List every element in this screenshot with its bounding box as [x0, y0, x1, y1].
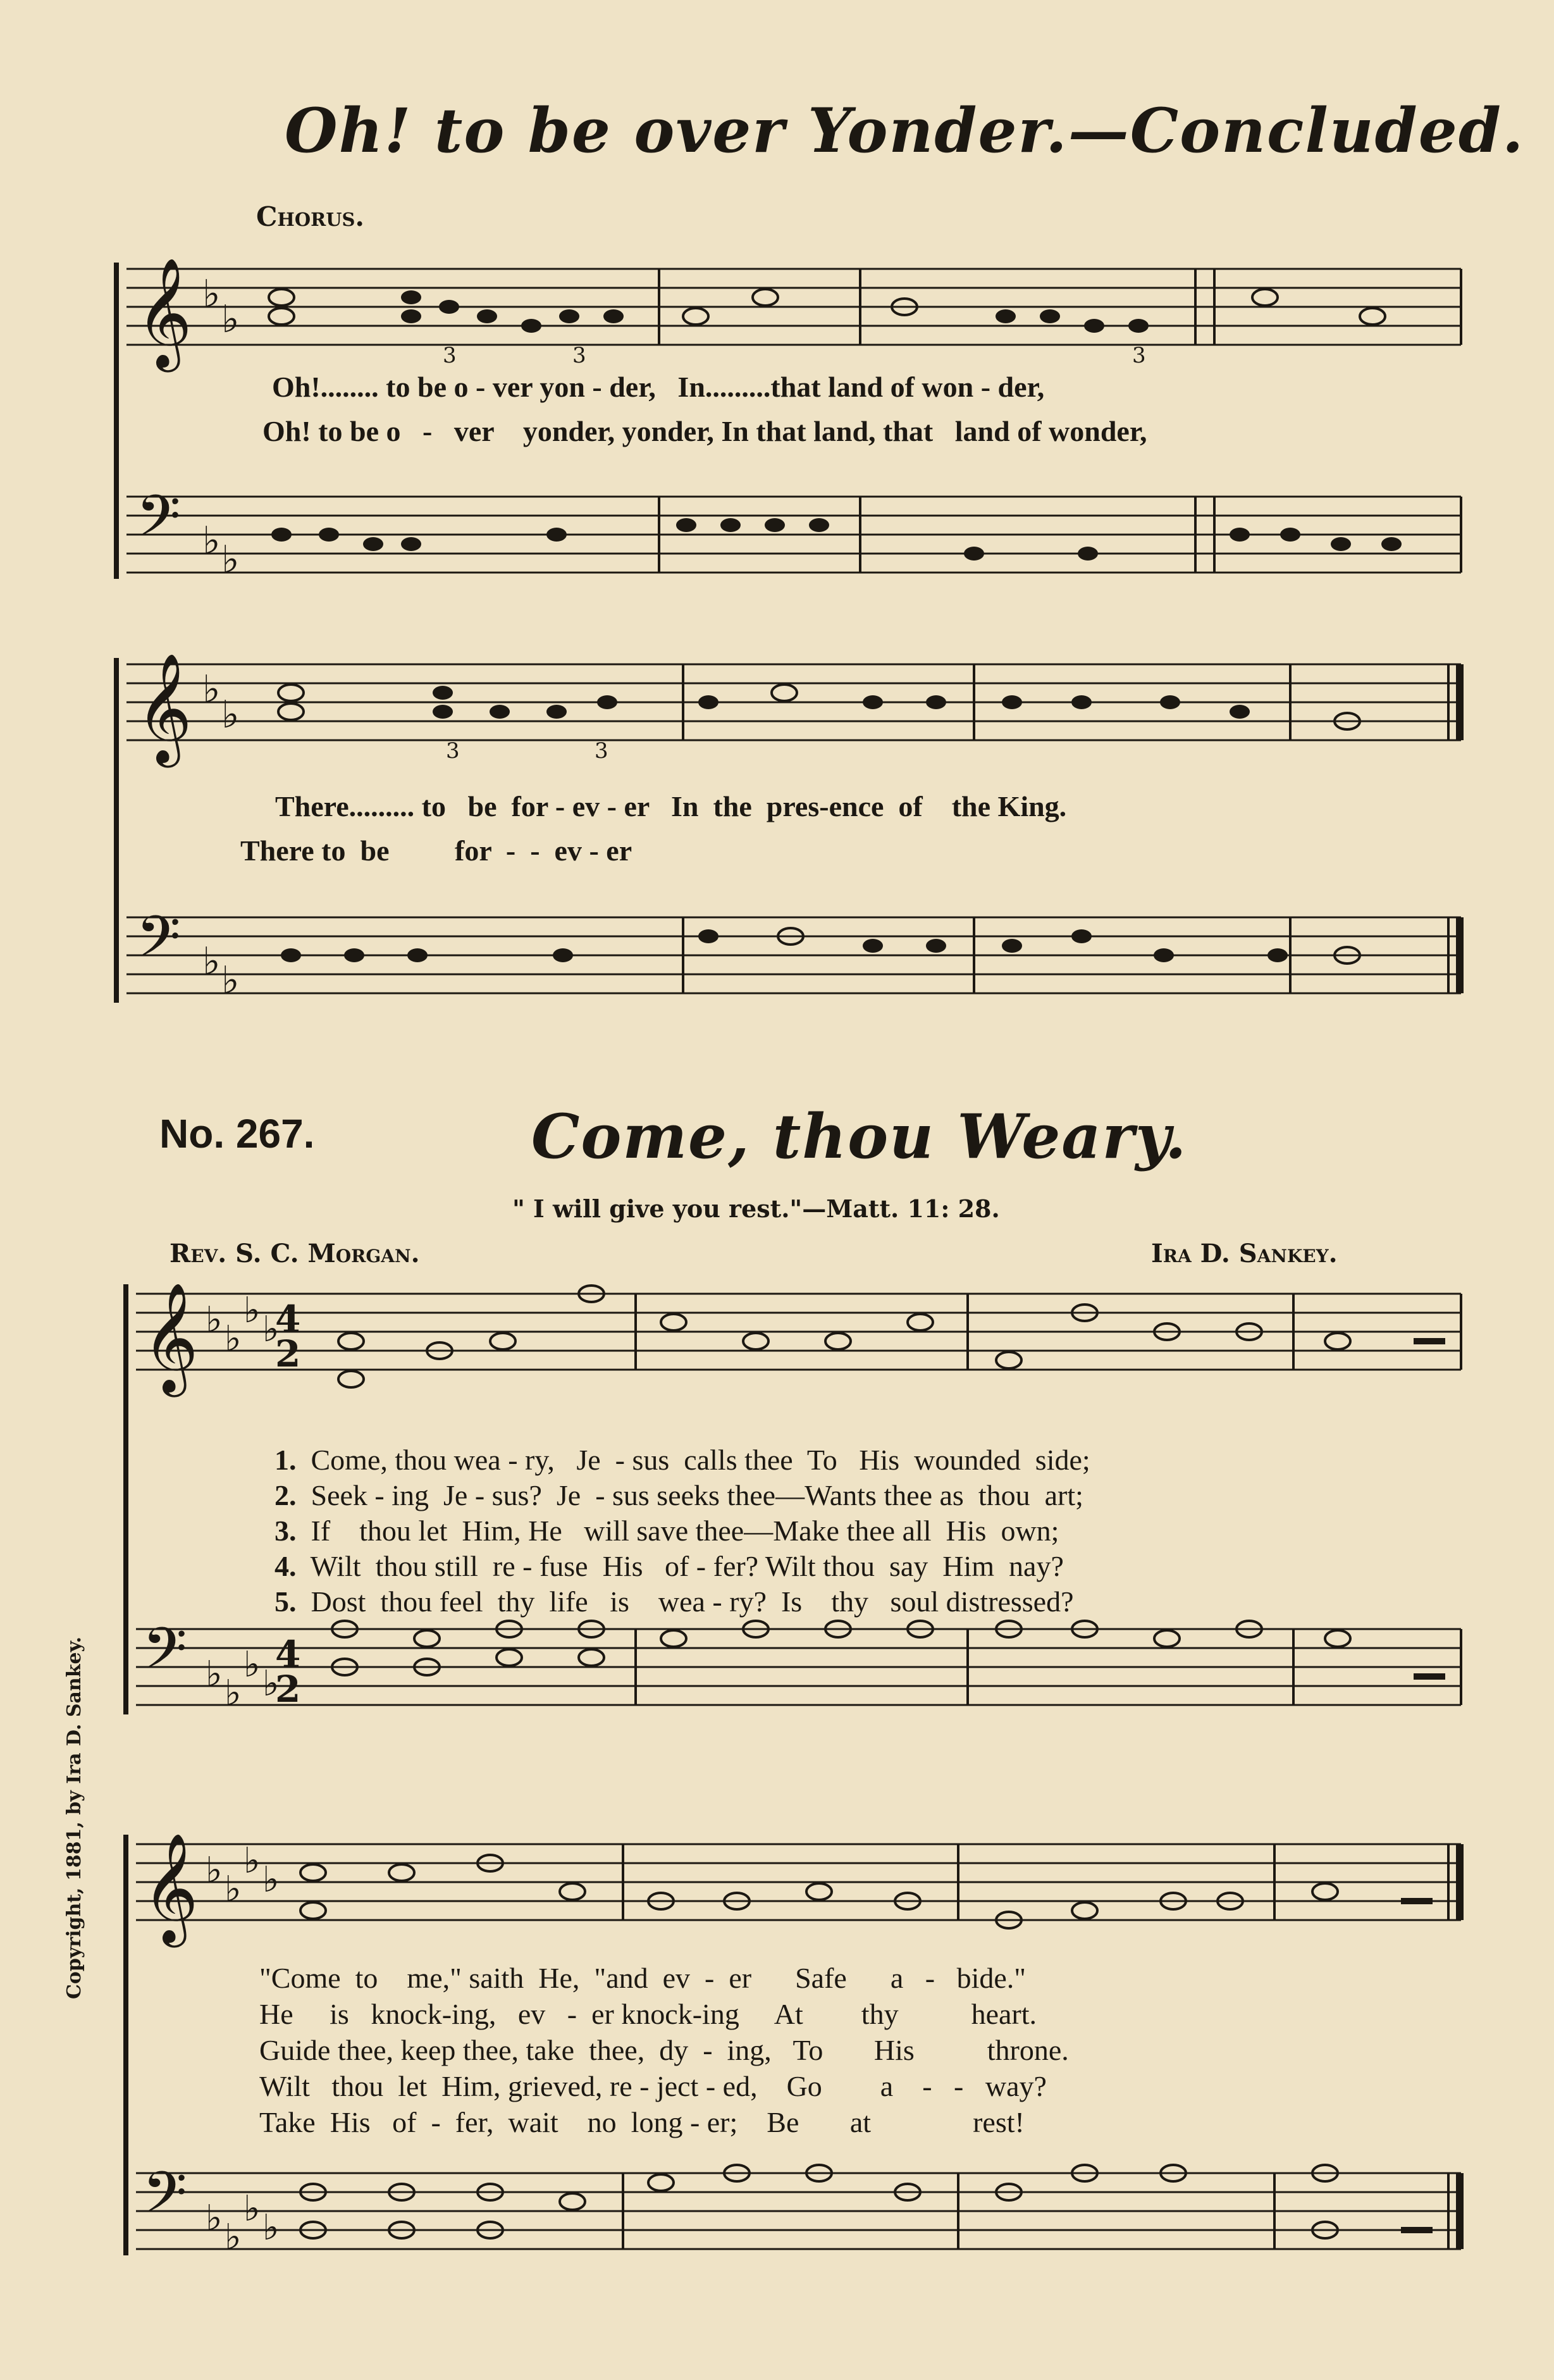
lyricist: Rev. S. C. Morgan.	[170, 1239, 420, 1268]
upper-hymn-title: Oh! to be over Yonder.—Concluded.	[285, 95, 1525, 166]
svg-text:♭: ♭	[202, 939, 221, 984]
verses-part-2	[259, 1961, 1069, 2141]
svg-text:♭: ♭	[225, 1869, 242, 1910]
svg-text:2: 2	[275, 1668, 301, 1711]
svg-text:3: 3	[572, 343, 586, 368]
lower-hymn-title: Come, thou Weary.	[531, 1101, 1188, 1172]
system-2-alto-lyrics: There......... to be for - ev - er In the pres-ence of the King.	[275, 790, 1067, 822]
system-2-brace	[114, 658, 119, 1003]
svg-text:4: 4	[275, 1633, 301, 1676]
copyright-notice: Copyright, 1881, by Ira D. Sankey.	[63, 1636, 85, 1999]
refrain-line-3: Guide thee, keep thee, take thee, dy - ing, To His throne.	[259, 2034, 1069, 2066]
svg-text:♭: ♭	[244, 1290, 261, 1331]
chorus-label: Chorus.	[256, 201, 365, 232]
verse-line-2: 2. Seek - ing Je - sus? Je - sus seeks thee—Wants thee as thou art;	[274, 1479, 1083, 1511]
svg-text:♭: ♭	[221, 693, 240, 737]
svg-text:♭: ♭	[221, 958, 240, 1003]
hymn-number: No. 267.	[159, 1111, 315, 1156]
svg-text:♭: ♭	[202, 519, 221, 563]
svg-text:♭: ♭	[244, 1840, 261, 1881]
verses-part-1	[245, 1410, 1090, 1618]
system-3-brace	[123, 1284, 128, 1714]
svg-text:3: 3	[443, 343, 457, 368]
svg-text:3: 3	[595, 738, 608, 764]
bass-clef-icon: 𝄢	[136, 483, 181, 564]
refrain-line-5: Take His of - fer, wait no long - er; Be at rest!	[259, 2106, 1025, 2138]
svg-text:♭: ♭	[206, 1654, 223, 1695]
system-1-treble-staff	[126, 257, 1467, 368]
flat-icon: ♭	[202, 272, 221, 316]
svg-text:𝄢: 𝄢	[142, 2159, 187, 2240]
svg-text:𝄞: 𝄞	[136, 653, 192, 763]
system-2-bass-staff	[126, 903, 1467, 1012]
refrain-line-1: "Come to me," saith He, "and ev - er Safe a - bide."	[259, 1962, 1027, 1994]
svg-text:𝄞: 𝄞	[142, 1282, 199, 1392]
svg-text:♭: ♭	[221, 538, 240, 582]
svg-text:2: 2	[275, 1332, 301, 1375]
verse-line-4: 4. Wilt thou still re - fuse His of - fer? Wilt thou say Him nay?	[274, 1550, 1064, 1582]
svg-text:4: 4	[275, 1298, 301, 1341]
svg-text:♭: ♭	[262, 1663, 280, 1704]
svg-text:𝄢: 𝄢	[136, 903, 181, 984]
svg-text:♭: ♭	[225, 2217, 242, 2258]
verse-line-3: 3. If thou let Him, He will save thee—Make thee all His own;	[274, 1515, 1059, 1547]
verse-line-5: 5. Dost thou feel thy life is wea - ry? Is thy soul distressed?	[274, 1585, 1074, 1618]
svg-text:♭: ♭	[262, 1309, 280, 1350]
svg-text:3: 3	[446, 738, 460, 764]
svg-text:♭: ♭	[225, 1318, 242, 1360]
system-1-brace	[114, 263, 119, 579]
svg-text:♭: ♭	[225, 1673, 242, 1714]
svg-text:♭: ♭	[202, 667, 221, 712]
treble-clef-icon: 𝄞	[136, 257, 192, 368]
svg-text:♭: ♭	[206, 2198, 223, 2239]
system-1-alto-lyrics: Oh!........ to be o - ver yon - der, In.........that land of won - der,	[272, 371, 1045, 403]
svg-text:♭: ♭	[244, 1644, 261, 1685]
svg-text:♭: ♭	[206, 1850, 223, 1891]
system-4-brace	[123, 1835, 128, 2255]
system-3-treble-staff	[136, 1284, 1471, 1404]
system-3-bass-staff	[136, 1615, 1471, 1733]
refrain-line-4: Wilt thou let Him, grieved, re - ject - ed, Go a - - way?	[259, 2070, 1047, 2102]
svg-text:♭: ♭	[244, 2188, 261, 2229]
system-2-treble-staff	[126, 653, 1467, 764]
svg-text:♭: ♭	[221, 297, 240, 342]
system-2-tenor-lyrics: There to be for - - ev - er	[240, 834, 632, 867]
system-4-bass-staff	[136, 2159, 1471, 2271]
svg-text:♭: ♭	[262, 2207, 280, 2248]
verse-line-1: 1. Come, thou wea - ry, Je - sus calls thee To His wounded side;	[274, 1444, 1090, 1476]
epigraph: " I will give you rest."—Matt. 11: 28.	[512, 1194, 1000, 1223]
svg-text:♭: ♭	[206, 1299, 223, 1341]
system-1-bass-staff	[126, 483, 1467, 592]
system-4-treble-staff	[136, 1835, 1471, 1949]
composer: Ira D. Sankey.	[1151, 1239, 1338, 1268]
svg-text:♭: ♭	[262, 1859, 280, 1900]
svg-text:𝄞: 𝄞	[142, 1833, 199, 1943]
system-1-tenor-lyrics: Oh! to be o - ver yonder, yonder, In that land, that land of wonder,	[262, 415, 1147, 447]
refrain-line-2: He is knock-ing, ev - er knock-ing At thy heart.	[259, 1998, 1037, 2030]
svg-text:𝄢: 𝄢	[142, 1615, 187, 1696]
svg-text:3: 3	[1132, 343, 1146, 368]
